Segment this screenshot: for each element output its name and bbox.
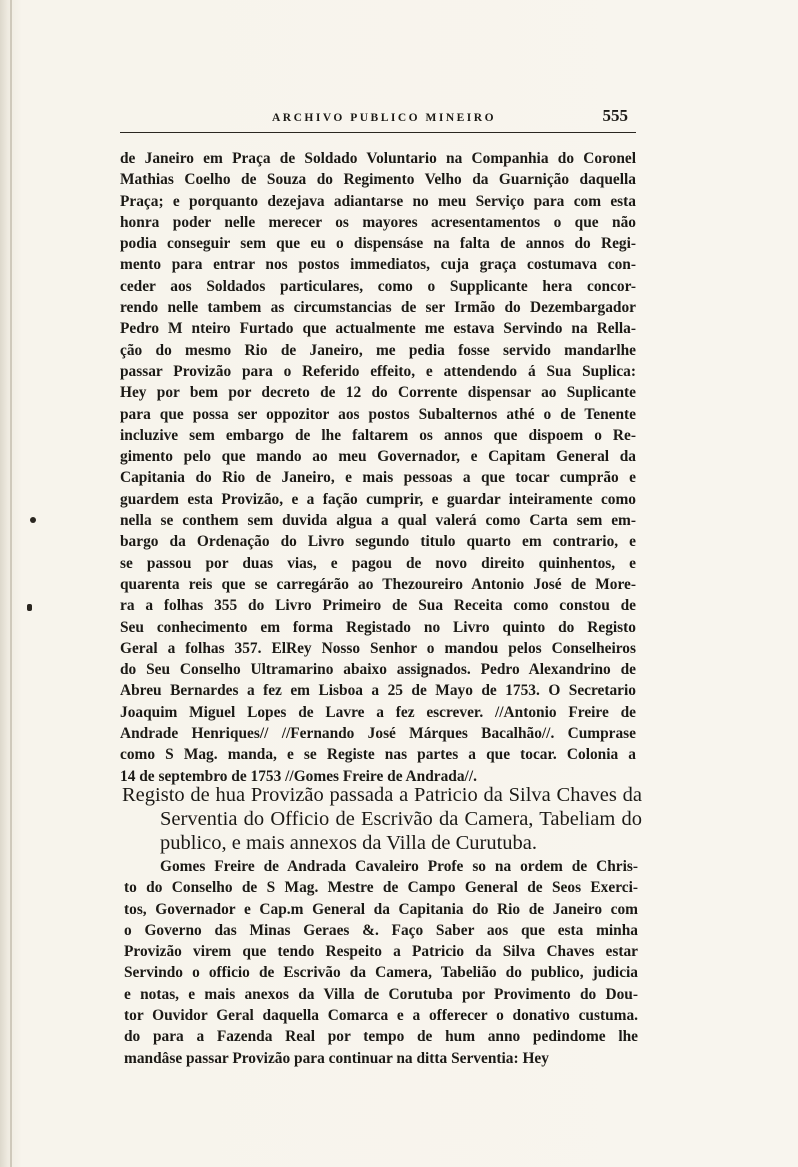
text-line: do para a Fazenda Real por tempo de hum anno pedindome lhe xyxy=(124,1028,638,1046)
text-line: guardem esta Provizão, e a fação cumprir, e guardar inteiramente como xyxy=(120,490,636,508)
text-line: se passou por duas vias, e pagou de novo direito quinhentos, e xyxy=(120,554,636,572)
text-line: podia conseguir sem que eu o dispensáse na falta de annos do Regi- xyxy=(120,235,636,253)
text-line: Pedro M nteiro Furtado que actualmente me estava Servindo na Rella- xyxy=(120,320,636,338)
heading-line: publico, e mais annexos da Villa de Curutuba. xyxy=(160,832,537,854)
text-line: ção do mesmo Rio de Janeiro, me pedia fosse servido mandarlhe xyxy=(120,341,636,359)
text-line: to do Conselho de S Mag. Mestre de Campo General de Seos Exerci- xyxy=(124,879,638,897)
text-line: Praça; e porquanto dezejava adiantarse no meu Serviço para com esta xyxy=(120,192,636,210)
text-line: passar Provizão para o Referido effeito, e attendendo á Sua Suplica: xyxy=(120,362,636,380)
body-text-2 xyxy=(124,856,638,1069)
text-line: Provizão virem que tendo Respeito a Patricio da Silva Chaves estar xyxy=(124,943,638,961)
running-head: ARCHIVO PUBLICO MINEIRO xyxy=(272,112,497,124)
text-line: Seu conhecimento em forma Registado no Livro quinto do Registo xyxy=(120,618,636,636)
text-line: ceder aos Soldados particulares, como o Supplicante hera concor- xyxy=(120,277,636,295)
text-line: ra a folhas 355 do Livro Primeiro de Sua Receita como constou de xyxy=(120,597,636,615)
text-line: honra poder nelle merecer os mayores acresentamentos o que não xyxy=(120,213,636,231)
text-line: Hey por bem por decreto de 12 do Corrente dispensar ao Suplicante xyxy=(120,384,636,402)
text-line: Gomes Freire de Andrada Cavaleiro Profe so na ordem de Chris- xyxy=(160,858,638,875)
text-line: Mathias Coelho de Souza do Regimento Velho da Guarnição daquella xyxy=(120,171,636,189)
text-line: e notas, e mais anexos da Villa de Corutuba por Provimento do Dou- xyxy=(124,985,638,1003)
text-line: para que possa ser oppozitor aos postos Subalternos athé o de Tenente xyxy=(120,405,636,423)
text-line: Joaquim Miguel Lopes de Lavre a fez escrever. //Antonio Freire de xyxy=(120,703,636,721)
text-line: como S Mag. manda, e se Registe nas partes a que tocar. Colonia a xyxy=(120,746,636,764)
header-rule xyxy=(120,132,636,133)
text-line: Andrade Henriques// //Fernando José Márques Bacalhão//. Cumprase xyxy=(120,725,636,743)
margin-mark xyxy=(30,517,36,523)
text-line: quarenta reis que se carregárão ao Thezoureiro Antonio José de More- xyxy=(120,575,636,593)
section-heading xyxy=(122,783,642,855)
text-line: tor Ouvidor Geral daquella Comarca e a offerecer o donativo custuma. xyxy=(124,1007,638,1025)
heading-line: Serventia do Officio de Escrivão da Camera, Tabeliam do xyxy=(160,808,642,830)
text-line: Geral a folhas 357. ElRey Nosso Senhor o mandou pelos Conselheiros xyxy=(120,639,636,657)
page-gutter xyxy=(10,0,12,1167)
text-line: bargo da Ordenação do Livro segundo titulo quarto em contrario, e xyxy=(120,533,636,551)
text-line: incluzive sem embargo de lhe faltarem os annos que dispoem o Re- xyxy=(120,426,636,444)
text-line: do Seu Conselho Ultramarino abaixo assignados. Pedro Alexandrino de xyxy=(120,661,636,679)
body-text xyxy=(120,148,636,787)
text-line: gimento pelo que mando ao meu Governador, e Capitam General da xyxy=(120,448,636,466)
text-line: 14 de septembro de 1753 //Gomes Freire de Andrada//. xyxy=(120,767,477,785)
page-header xyxy=(120,104,640,134)
text-line: de Janeiro em Praça de Soldado Voluntario na Companhia do Coronel xyxy=(120,150,636,167)
text-line: mento para entrar nos postos immediatos, cuja graça costumava con- xyxy=(120,256,636,274)
text-line: o Governo das Minas Geraes &. Faço Saber aos que esta minha xyxy=(124,921,638,939)
margin-mark xyxy=(27,604,32,611)
text-line: Abreu Bernardes a fez em Lisboa a 25 de Mayo de 1753. O Secretario xyxy=(120,682,636,700)
text-line: tos, Governador e Cap.m General da Capitania do Rio de Janeiro com xyxy=(124,900,638,918)
text-line: Servindo o officio de Escrivão da Camera, Tabelião do publico, judicia xyxy=(124,964,638,982)
text-line: mandâse passar Provizão para continuar na ditta Serventia: Hey xyxy=(124,1049,549,1067)
heading-line: Registo de hua Provizão passada a Patricio da Silva Chaves da xyxy=(122,784,642,806)
page-number: 555 xyxy=(602,106,628,125)
text-line: nella se conthem sem duvida algua a qual valerá como Carta sem em- xyxy=(120,512,636,530)
text-line: rendo nelle tambem as circumstancias de ser Irmão do Dezembargador xyxy=(120,299,636,317)
text-line: Capitania do Rio de Janeiro, e mais pessoas a que tocar cumprão e xyxy=(120,469,636,487)
